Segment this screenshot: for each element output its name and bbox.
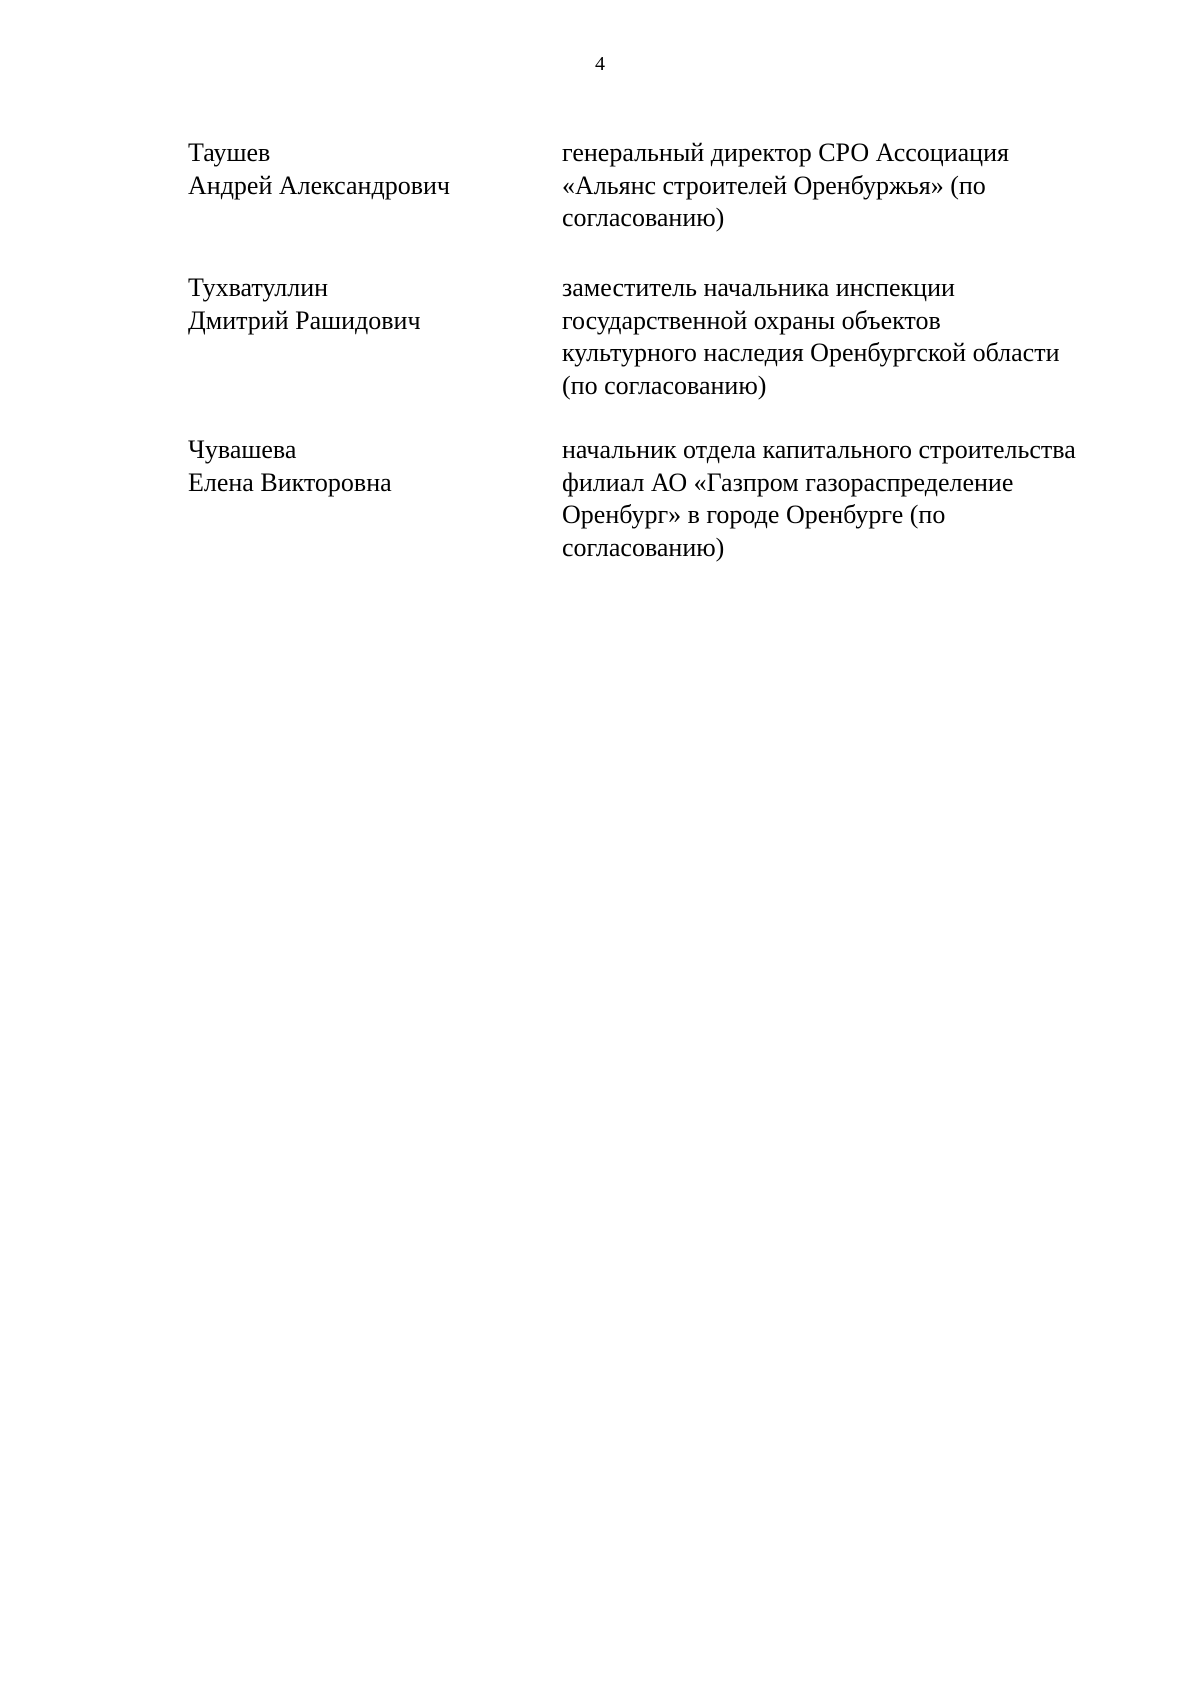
position-line: согласованию) bbox=[562, 532, 725, 562]
position-line: государственной охраны объектов bbox=[562, 305, 941, 335]
member-name bbox=[188, 272, 548, 337]
member-name bbox=[188, 137, 548, 202]
member-surname: Таушев bbox=[188, 138, 271, 167]
position-line: (по согласованию) bbox=[562, 370, 767, 400]
position-line: Оренбург» в городе Оренбурге (по bbox=[562, 500, 946, 529]
member-name bbox=[188, 434, 548, 499]
page-number: 4 bbox=[595, 53, 605, 75]
position-line: «Альянс строителей Оренбуржья» (по bbox=[562, 170, 986, 200]
member-position bbox=[562, 434, 1142, 564]
position-line: начальник отдела капитального строительства bbox=[562, 435, 1076, 464]
member-surname: Тухватуллин bbox=[188, 273, 329, 302]
position-line: генеральный директор СРО Ассоциация bbox=[562, 138, 1009, 167]
member-surname: Чувашева bbox=[188, 435, 297, 464]
member-given-names: Дмитрий Рашидович bbox=[188, 305, 421, 335]
position-line: заместитель начальника инспекции bbox=[562, 273, 955, 302]
position-line: согласованию) bbox=[562, 203, 725, 232]
member-position bbox=[562, 137, 1142, 235]
member-given-names: Елена Викторовна bbox=[188, 467, 392, 497]
member-position bbox=[562, 272, 1142, 402]
position-line: филиал АО «Газпром газораспределение bbox=[562, 467, 1014, 497]
position-line: культурного наследия Оренбургской области bbox=[562, 338, 1060, 367]
member-given-names: Андрей Александрович bbox=[188, 170, 450, 200]
